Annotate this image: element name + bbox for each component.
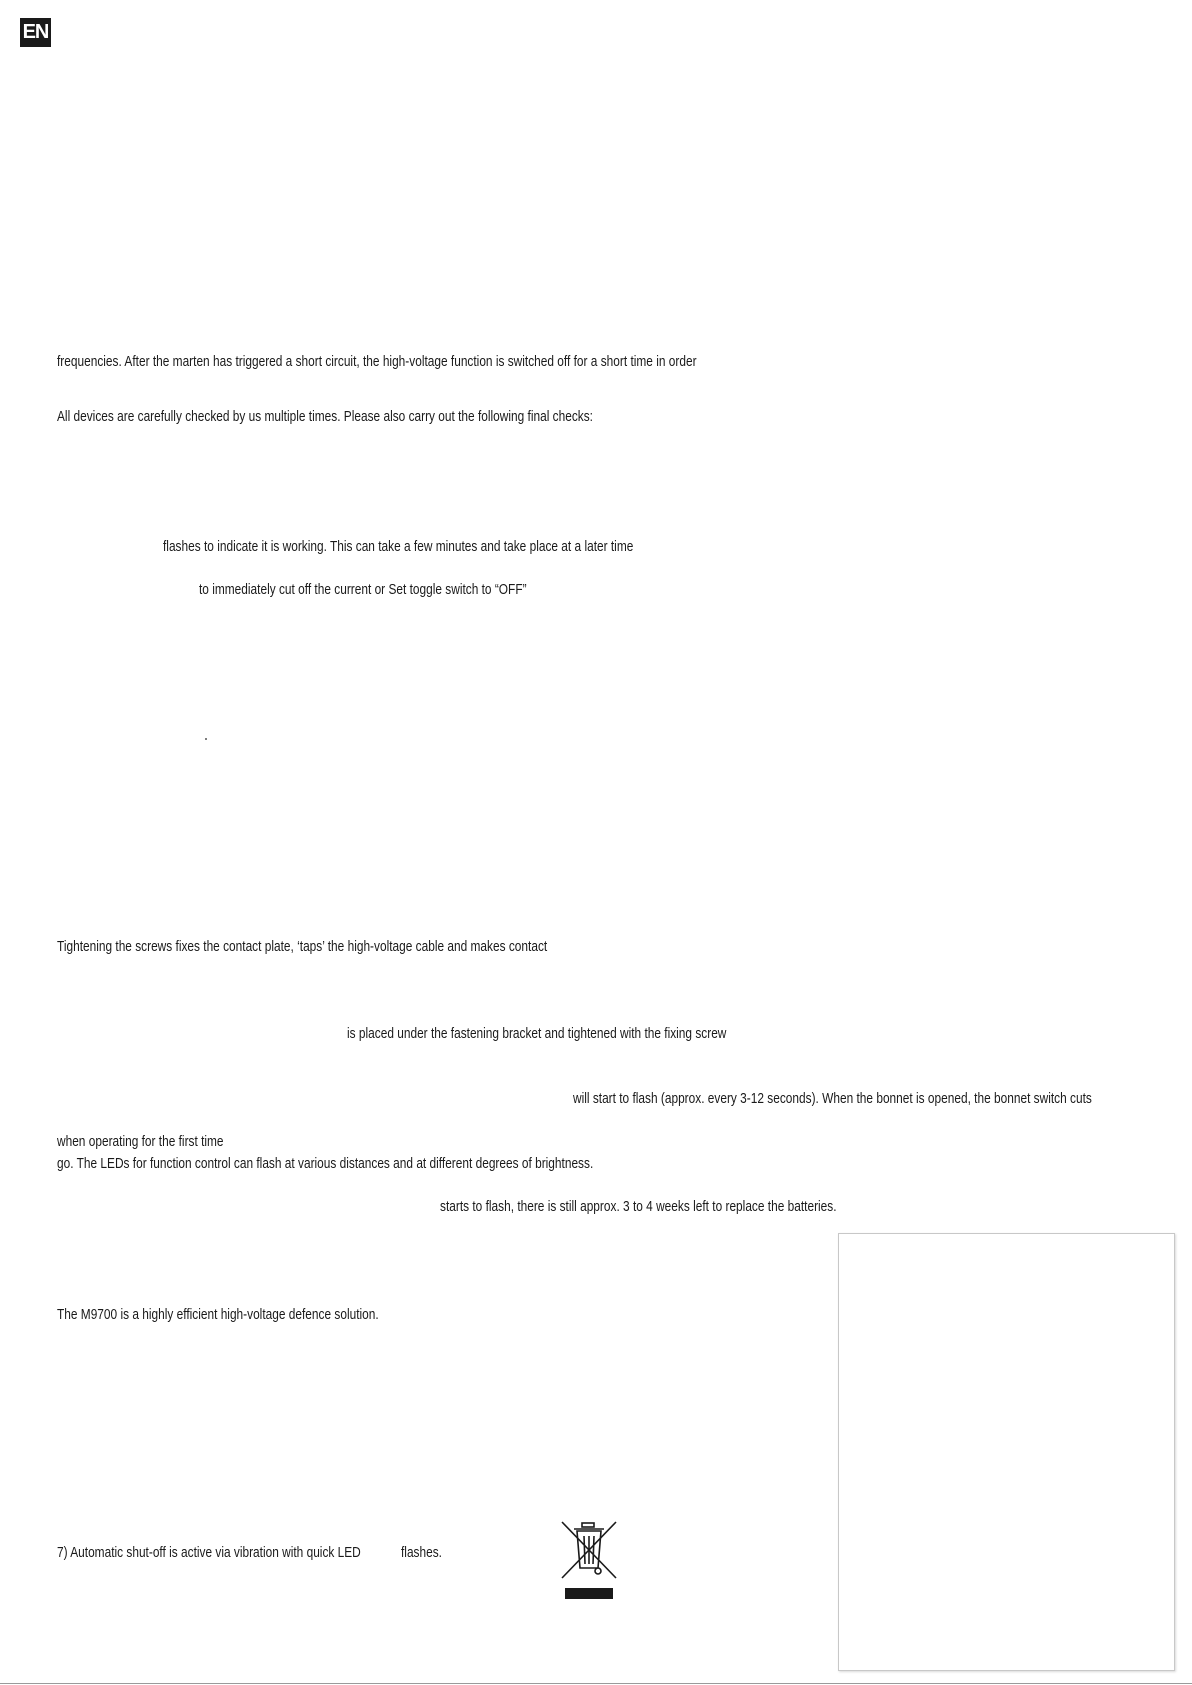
text-line-frequencies: frequencies. After the marten has triggered a short circuit, the high-voltage function is switched off for a short time in order [57, 354, 697, 370]
text-line-final-checks: All devices are carefully checked by us multiple times. Please also carry out the following final checks: [57, 409, 593, 425]
text-line-led-flashes: flashes to indicate it is working. This can take a few minutes and take place at a later time [163, 539, 634, 555]
text-line-m9700: The M9700 is a highly efficient high-voltage defence solution. [57, 1307, 379, 1323]
text-line-replace-batteries: starts to flash, there is still approx. 3 to 4 weeks left to replace the batteries. [440, 1199, 837, 1215]
crossed-out-wheelie-bin-icon [560, 1520, 618, 1602]
text-line-bonnet-switch: will start to flash (approx. every 3-12 seconds). When the bonnet is opened, the bonnet switch cuts [573, 1091, 1092, 1107]
text-line-led-function-control: go. The LEDs for function control can flash at various distances and at different degrees of brightness. [57, 1156, 594, 1172]
text-line-fastening-bracket: is placed under the fastening bracket and tightened with the fixing screw [347, 1026, 727, 1042]
language-badge: EN [20, 18, 51, 47]
text-line-automatic-shutoff: 7) Automatic shut-off is active via vibration with quick LED [57, 1545, 361, 1561]
text-line-flashes: flashes. [401, 1545, 442, 1561]
text-line-toggle-switch: to immediately cut off the current or Set toggle switch to “OFF” [199, 582, 527, 598]
bottom-rule [0, 1683, 1192, 1684]
blank-side-panel [838, 1233, 1175, 1671]
text-line-tightening-screws: Tightening the screws fixes the contact plate, ‘taps’ the high-voltage cable and makes contact [57, 939, 548, 955]
stray-dot [205, 738, 207, 740]
text-line-first-time: when operating for the first time [57, 1134, 224, 1150]
